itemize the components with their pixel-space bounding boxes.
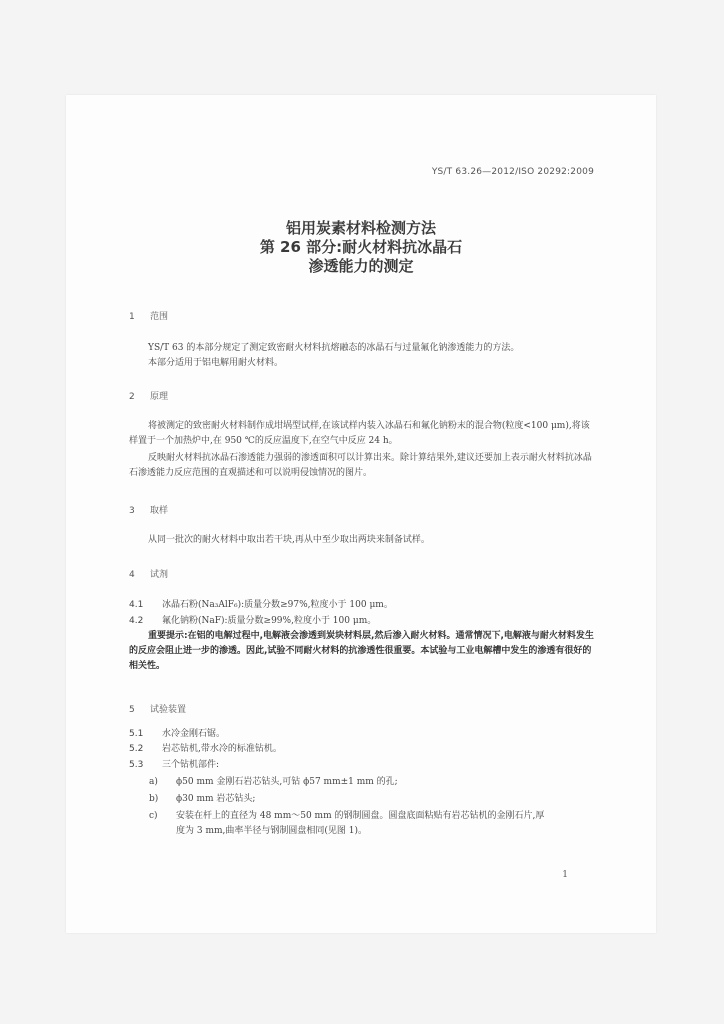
list-item: 5.1 水冷金刚石锯。 [129,729,226,739]
section-2-heading [129,389,168,402]
title-line-2: 第 26 部分:耐火材料抗冰晶石 [259,238,463,256]
section-number: 2 [129,392,135,402]
list-item: 5.2 岩芯钻机,带水冷的标准钻机。 [129,744,282,754]
section-4-heading [129,567,168,580]
section-number: 3 [129,506,135,516]
list-item: 4.1 冰晶石粉(Na₃AlF₆):质量分数≥97%,粒度小于 100 μm。 [129,600,393,610]
paragraph: YS/T 63 的本部分规定了测定致密耐火材料抗熔融态的冰晶石与过量氟化钠渗透能力的方法。 [148,343,520,353]
list-item: 4.2 氟化钠粉(NaF):质量分数≥99%,粒度小于 100 μm。 [129,616,377,626]
page-number: 1 [562,870,568,880]
document-id: YS/T 63.26—2012/ISO 20292:2009 [431,167,594,177]
title-line-3: 渗透能力的测定 [308,257,414,275]
section-title: 试剂 [150,570,169,580]
section-5-heading [129,702,186,715]
paragraph: 将被测定的致密耐火材料制作成坩埚型试样,在该试样内装入冰晶石和氟化钠粉末的混合物(粒度<100 μm),将该样置于一个加热炉中,在 950 ℃的反应温度下,在空气中反应 24 h。 [129,421,590,446]
section-3-heading [129,503,168,516]
list-item: 5.3 三个钻机部件: [129,760,220,770]
section-1-heading [129,309,168,322]
section-number: 1 [129,312,135,322]
sub-item: b) ϕ30 mm 岩芯钻头; [149,794,256,804]
sub-item: a) ϕ50 mm 金刚石岩芯钻头,可钻 ϕ57 mm±1 mm 的孔; [149,777,398,787]
paragraph: 本部分适用于铝电解用耐火材料。 [148,358,284,368]
paragraph: 从同一批次的耐火材料中取出若干块,再从中至少取出两块来制备试样。 [148,535,430,545]
section-number: 5 [129,705,135,715]
section-title: 原理 [150,392,169,402]
paragraph: 反映耐火材料抗冰晶石渗透能力强弱的渗透面积可以计算出来。除计算结果外,建议还要加上表示耐火材料抗冰晶石渗透能力反应范围的直观描述和可以说明侵蚀情况的图片。 [129,453,592,478]
title-line-1: 铝用炭素材料检测方法 [285,219,436,237]
section-title: 取样 [150,506,169,516]
important-note: 重要提示:在铝的电解过程中,电解液会渗透到炭块材料层,然后渗入耐火材料。通常情况下,电解液与耐火材料发生的反应会阻止进一步的渗透。因此,试验不同耐火材料的抗渗透性很重要。本试验与工业电解槽中发生的渗透有很好的相关性。 [129,631,594,671]
section-title: 范围 [150,312,169,322]
section-title: 试验装置 [150,705,187,715]
document-page [66,95,656,933]
document-title [66,219,656,276]
sub-item: c) 安装在杆上的直径为 48 mm～50 mm 的钢制圆盘。圆盘底面粘贴有岩芯钻机的金刚石片,厚 度为 3 mm,曲率半径与钢制圆盘相同(见图 1)。 [149,811,545,836]
section-number: 4 [129,570,135,580]
